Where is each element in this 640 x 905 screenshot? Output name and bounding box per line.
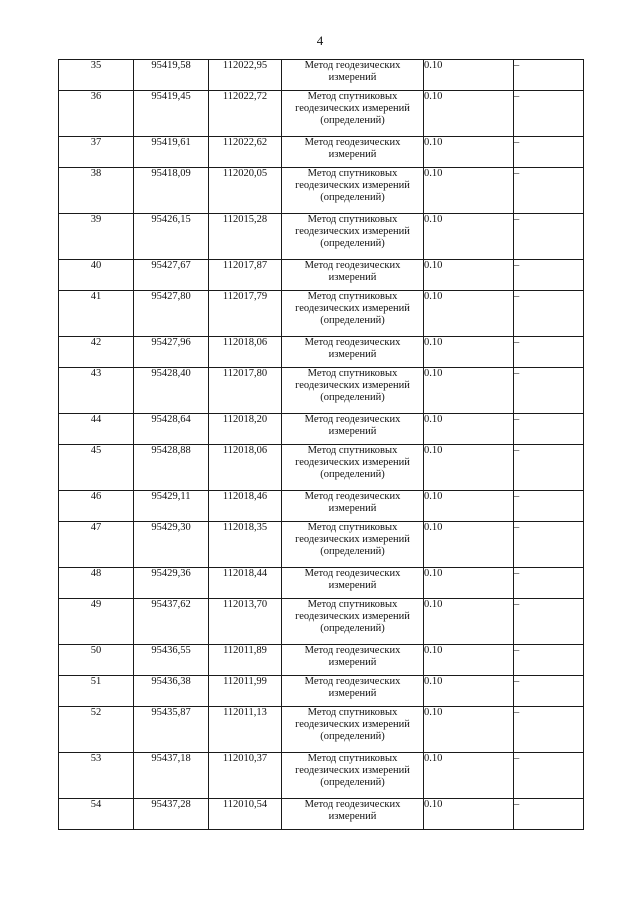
- determination-method: Метод геодезических измерений: [282, 137, 424, 168]
- table-row: [59, 522, 584, 568]
- coordinate-x: 95435,87: [134, 707, 209, 753]
- coordinate-x: 95429,11: [134, 491, 209, 522]
- note-dash: –: [514, 168, 584, 214]
- determination-method: Метод спутниковых геодезических измерений (определений): [282, 522, 424, 568]
- table-row: [59, 799, 584, 830]
- coordinate-x: 95428,88: [134, 445, 209, 491]
- point-number: 51: [59, 676, 134, 707]
- point-number: 45: [59, 445, 134, 491]
- note-dash: –: [514, 214, 584, 260]
- coordinate-y: 112018,06: [209, 337, 282, 368]
- accuracy-value: 0.10: [424, 491, 514, 522]
- note-dash: –: [514, 291, 584, 337]
- point-number: 40: [59, 260, 134, 291]
- point-number: 43: [59, 368, 134, 414]
- coordinate-x: 95426,15: [134, 214, 209, 260]
- coordinate-y: 112018,20: [209, 414, 282, 445]
- accuracy-value: 0.10: [424, 414, 514, 445]
- coordinate-x: 95428,40: [134, 368, 209, 414]
- coordinate-y: 112018,35: [209, 522, 282, 568]
- coordinate-y: 112020,05: [209, 168, 282, 214]
- point-number: 35: [59, 60, 134, 91]
- determination-method: Метод геодезических измерений: [282, 60, 424, 91]
- note-dash: –: [514, 799, 584, 830]
- coordinate-y: 112015,28: [209, 214, 282, 260]
- note-dash: –: [514, 599, 584, 645]
- accuracy-value: 0.10: [424, 260, 514, 291]
- coordinate-x: 95436,55: [134, 645, 209, 676]
- table-row: [59, 137, 584, 168]
- accuracy-value: 0.10: [424, 707, 514, 753]
- point-number: 42: [59, 337, 134, 368]
- accuracy-value: 0.10: [424, 445, 514, 491]
- coordinate-x: 95418,09: [134, 168, 209, 214]
- note-dash: –: [514, 337, 584, 368]
- coordinate-y: 112022,95: [209, 60, 282, 91]
- coordinate-y: 112018,44: [209, 568, 282, 599]
- table-row: [59, 414, 584, 445]
- coordinate-x: 95436,38: [134, 676, 209, 707]
- coordinate-y: 112013,70: [209, 599, 282, 645]
- accuracy-value: 0.10: [424, 91, 514, 137]
- accuracy-value: 0.10: [424, 337, 514, 368]
- determination-method: Метод геодезических измерений: [282, 645, 424, 676]
- coordinate-y: 112017,80: [209, 368, 282, 414]
- coordinate-y: 112018,46: [209, 491, 282, 522]
- table-row: [59, 214, 584, 260]
- coordinate-y: 112022,72: [209, 91, 282, 137]
- coordinate-x: 95437,18: [134, 753, 209, 799]
- table-row: [59, 707, 584, 753]
- point-number: 47: [59, 522, 134, 568]
- coordinate-y: 112018,06: [209, 445, 282, 491]
- point-number: 37: [59, 137, 134, 168]
- point-number: 49: [59, 599, 134, 645]
- note-dash: –: [514, 645, 584, 676]
- note-dash: –: [514, 91, 584, 137]
- coordinate-x: 95427,80: [134, 291, 209, 337]
- accuracy-value: 0.10: [424, 568, 514, 599]
- accuracy-value: 0.10: [424, 60, 514, 91]
- coordinate-x: 95427,96: [134, 337, 209, 368]
- note-dash: –: [514, 568, 584, 599]
- coordinate-x: 95437,62: [134, 599, 209, 645]
- determination-method: Метод геодезических измерений: [282, 799, 424, 830]
- accuracy-value: 0.10: [424, 368, 514, 414]
- coordinate-y: 112017,87: [209, 260, 282, 291]
- table-row: [59, 291, 584, 337]
- note-dash: –: [514, 414, 584, 445]
- determination-method: Метод геодезических измерений: [282, 676, 424, 707]
- accuracy-value: 0.10: [424, 168, 514, 214]
- coordinate-y: 112011,13: [209, 707, 282, 753]
- accuracy-value: 0.10: [424, 599, 514, 645]
- coordinate-y: 112022,62: [209, 137, 282, 168]
- accuracy-value: 0.10: [424, 645, 514, 676]
- table-row: [59, 445, 584, 491]
- note-dash: –: [514, 522, 584, 568]
- accuracy-value: 0.10: [424, 522, 514, 568]
- coordinate-x: 95437,28: [134, 799, 209, 830]
- table-row: [59, 645, 584, 676]
- determination-method: Метод геодезических измерений: [282, 414, 424, 445]
- determination-method: Метод спутниковых геодезических измерений (определений): [282, 214, 424, 260]
- table-row: [59, 676, 584, 707]
- table-row: [59, 568, 584, 599]
- table-row: [59, 260, 584, 291]
- accuracy-value: 0.10: [424, 676, 514, 707]
- determination-method: Метод спутниковых геодезических измерений (определений): [282, 445, 424, 491]
- point-number: 38: [59, 168, 134, 214]
- determination-method: Метод спутниковых геодезических измерений (определений): [282, 599, 424, 645]
- table-row: [59, 599, 584, 645]
- coordinate-x: 95428,64: [134, 414, 209, 445]
- note-dash: –: [514, 445, 584, 491]
- determination-method: Метод спутниковых геодезических измерений (определений): [282, 368, 424, 414]
- point-number: 53: [59, 753, 134, 799]
- table-body: [59, 60, 584, 830]
- coordinate-x: 95419,61: [134, 137, 209, 168]
- table-row: [59, 60, 584, 91]
- note-dash: –: [514, 60, 584, 91]
- coordinate-x: 95427,67: [134, 260, 209, 291]
- determination-method: Метод геодезических измерений: [282, 337, 424, 368]
- table-row: [59, 168, 584, 214]
- coordinate-x: 95419,45: [134, 91, 209, 137]
- accuracy-value: 0.10: [424, 137, 514, 168]
- point-number: 44: [59, 414, 134, 445]
- coordinate-y: 112011,89: [209, 645, 282, 676]
- point-number: 46: [59, 491, 134, 522]
- note-dash: –: [514, 707, 584, 753]
- coordinate-x: 95419,58: [134, 60, 209, 91]
- coordinate-y: 112017,79: [209, 291, 282, 337]
- coordinate-x: 95429,30: [134, 522, 209, 568]
- page-number: 4: [316, 33, 324, 48]
- accuracy-value: 0.10: [424, 214, 514, 260]
- coordinate-y: 112010,37: [209, 753, 282, 799]
- note-dash: –: [514, 753, 584, 799]
- note-dash: –: [514, 676, 584, 707]
- point-number: 36: [59, 91, 134, 137]
- determination-method: Метод спутниковых геодезических измерений (определений): [282, 291, 424, 337]
- coordinate-y: 112011,99: [209, 676, 282, 707]
- table-row: [59, 91, 584, 137]
- accuracy-value: 0.10: [424, 753, 514, 799]
- determination-method: Метод геодезических измерений: [282, 491, 424, 522]
- coordinates-table: [58, 59, 584, 830]
- point-number: 54: [59, 799, 134, 830]
- note-dash: –: [514, 368, 584, 414]
- table-row: [59, 753, 584, 799]
- note-dash: –: [514, 137, 584, 168]
- coordinate-y: 112010,54: [209, 799, 282, 830]
- determination-method: Метод спутниковых геодезических измерений (определений): [282, 168, 424, 214]
- point-number: 39: [59, 214, 134, 260]
- determination-method: Метод спутниковых геодезических измерений (определений): [282, 91, 424, 137]
- point-number: 48: [59, 568, 134, 599]
- table-row: [59, 368, 584, 414]
- determination-method: Метод геодезических измерений: [282, 568, 424, 599]
- table-row: [59, 491, 584, 522]
- accuracy-value: 0.10: [424, 291, 514, 337]
- point-number: 50: [59, 645, 134, 676]
- coordinate-x: 95429,36: [134, 568, 209, 599]
- accuracy-value: 0.10: [424, 799, 514, 830]
- note-dash: –: [514, 491, 584, 522]
- determination-method: Метод геодезических измерений: [282, 260, 424, 291]
- note-dash: –: [514, 260, 584, 291]
- determination-method: Метод спутниковых геодезических измерений (определений): [282, 753, 424, 799]
- point-number: 41: [59, 291, 134, 337]
- point-number: 52: [59, 707, 134, 753]
- determination-method: Метод спутниковых геодезических измерений (определений): [282, 707, 424, 753]
- table-row: [59, 337, 584, 368]
